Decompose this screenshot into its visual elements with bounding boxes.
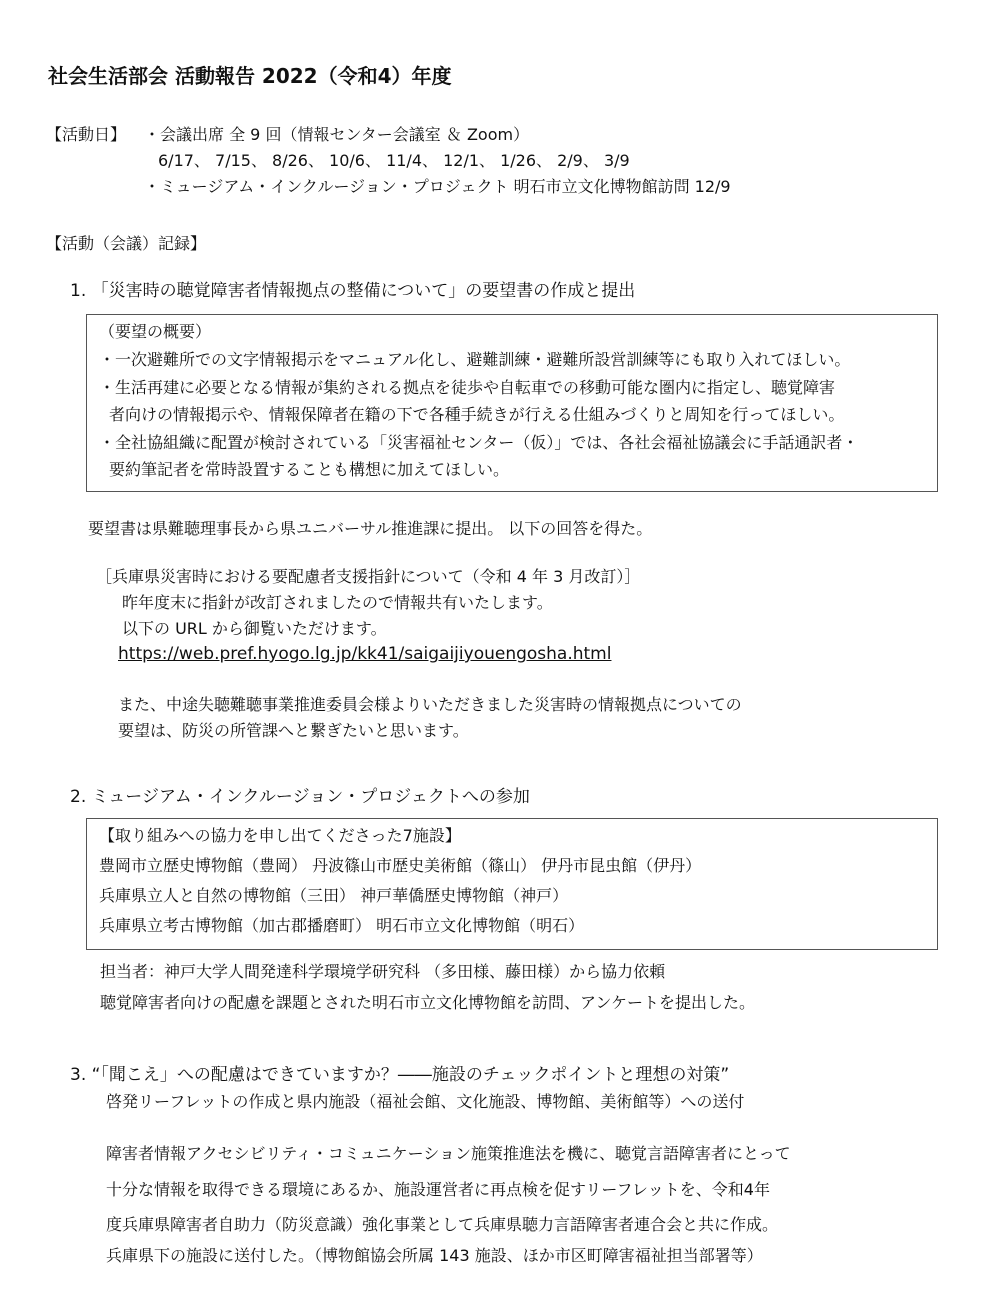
item2-heading: 2. ミュージアム・インクルージョン・プロジェクトへの参加 (70, 787, 530, 807)
item3-body-line: 度兵庫県障害者自助力（防災意識）強化事業として兵庫県聴力言語障害者連合会と共に作成。 (106, 1215, 779, 1234)
activity-days-line3: ・ミュージアム・インクルージョン・プロジェクト 明石市立文化博物館訪問 12/9 (144, 177, 731, 196)
guideline-link[interactable]: https://web.pref.hyogo.lg.jp/kk41/saigaijiyouengosha.html (118, 644, 612, 664)
item3-heading: 3. “「聞こえ」への配慮はできていますか？――施設のチェックポイントと理想の対策” (70, 1065, 730, 1085)
item1-request-box (86, 314, 938, 492)
activity-days-label: 【活動日】 (46, 125, 127, 144)
facilities-row: 豊岡市立歴史博物館（豊岡） 丹波篠山市歴史美術館（篠山） 伊丹市昆虫館（伊丹） (99, 856, 702, 875)
also-line1: また、中途失聴難聴事業推進委員会様よりいただきました災害時の情報拠点についての (118, 695, 742, 714)
facilities-row: 兵庫県立人と自然の博物館（三田） 神戸華僑歴史博物館（神戸） (99, 886, 569, 905)
activity-days-line1: ・会議出席 全 9 回（情報センター会議室 ＆ Zoom） (144, 125, 530, 144)
visit-note: 聴覚障害者向けの配慮を課題とされた明石市立文化博物館を訪問、アンケートを提出した。 (100, 993, 756, 1012)
item1-heading: 1. 「災害時の聴覚障害者情報拠点の整備について」の要望書の作成と提出 (70, 281, 636, 301)
item2-facilities-box (86, 818, 938, 950)
request-item-cont: 要約筆記者を常時設置することも構想に加えてほしい。 (109, 460, 510, 479)
request-item: ・全社協組織に配置が検討されている「災害福祉センター（仮）」では、各社会福祉協議会に手話通訳者・ (99, 433, 859, 452)
reply-line1: 昨年度末に指針が改訂されましたので情報共有いたします。 (122, 593, 553, 612)
request-item-cont: 者向けの情報掲示や、情報保障者在籍の下で各種手続きが行える仕組みづくりと周知を行ってほしい。 (109, 405, 845, 424)
submission-note: 要望書は県難聴理事長から県ユニバーサル推進課に提出。 以下の回答を得た。 (88, 519, 653, 538)
reply-line2: 以下の URL から御覧いただけます。 (122, 619, 387, 638)
item3-body-line: 障害者情報アクセシビリティ・コミュニケーション施策推進法を機に、聴覚言語障害者にとって (106, 1144, 791, 1163)
request-item: ・一次避難所での文字情報掲示をマニュアル化し、避難訓練・避難所設営訓練等にも取り入れてほしい。 (99, 350, 851, 369)
reply-title: ［兵庫県災害時における要配慮者支援指針について（令和 4 年 3 月改訂）］ (96, 567, 641, 586)
item3-body-line: 十分な情報を取得できる環境にあるか、施設運営者に再点検を促すリーフレットを、令和4年 (106, 1180, 770, 1199)
also-line2: 要望は、防災の所管課へと繋ぎたいと思います。 (118, 721, 469, 740)
facilities-row: 兵庫県立考古博物館（加古郡播磨町） 明石市立文化博物館（明石） (99, 916, 585, 935)
activity-days-line2: 6/17、 7/15、 8/26、 10/6、 11/4、 12/1、 1/26、 2/9、 3/9 (158, 151, 630, 170)
item3-body-line: 兵庫県下の施設に送付した。（博物館協会所属 143 施設、ほか市区町障害福祉担当部署等） (106, 1246, 763, 1265)
request-summary-label: （要望の概要） (99, 322, 212, 341)
facilities-label: 【取り組みへの協力を申し出てくださった7施設】 (99, 826, 461, 845)
record-heading: 【活動（会議）記録】 (46, 234, 207, 253)
item3-subheading: 啓発リーフレットの作成と県内施設（福祉会館、文化施設、博物館、美術館等）への送付 (106, 1092, 745, 1111)
request-item: ・生活再建に必要となる情報が集約される拠点を徒歩や自転車での移動可能な圏内に指定し、聴覚障害 (99, 378, 836, 397)
page-title: 社会生活部会 活動報告 2022（令和4）年度 (48, 64, 452, 88)
contact-note: 担当者：神戸大学人間発達科学環境学研究科 （多田様、藤田様）から協力依頼 (100, 962, 666, 981)
